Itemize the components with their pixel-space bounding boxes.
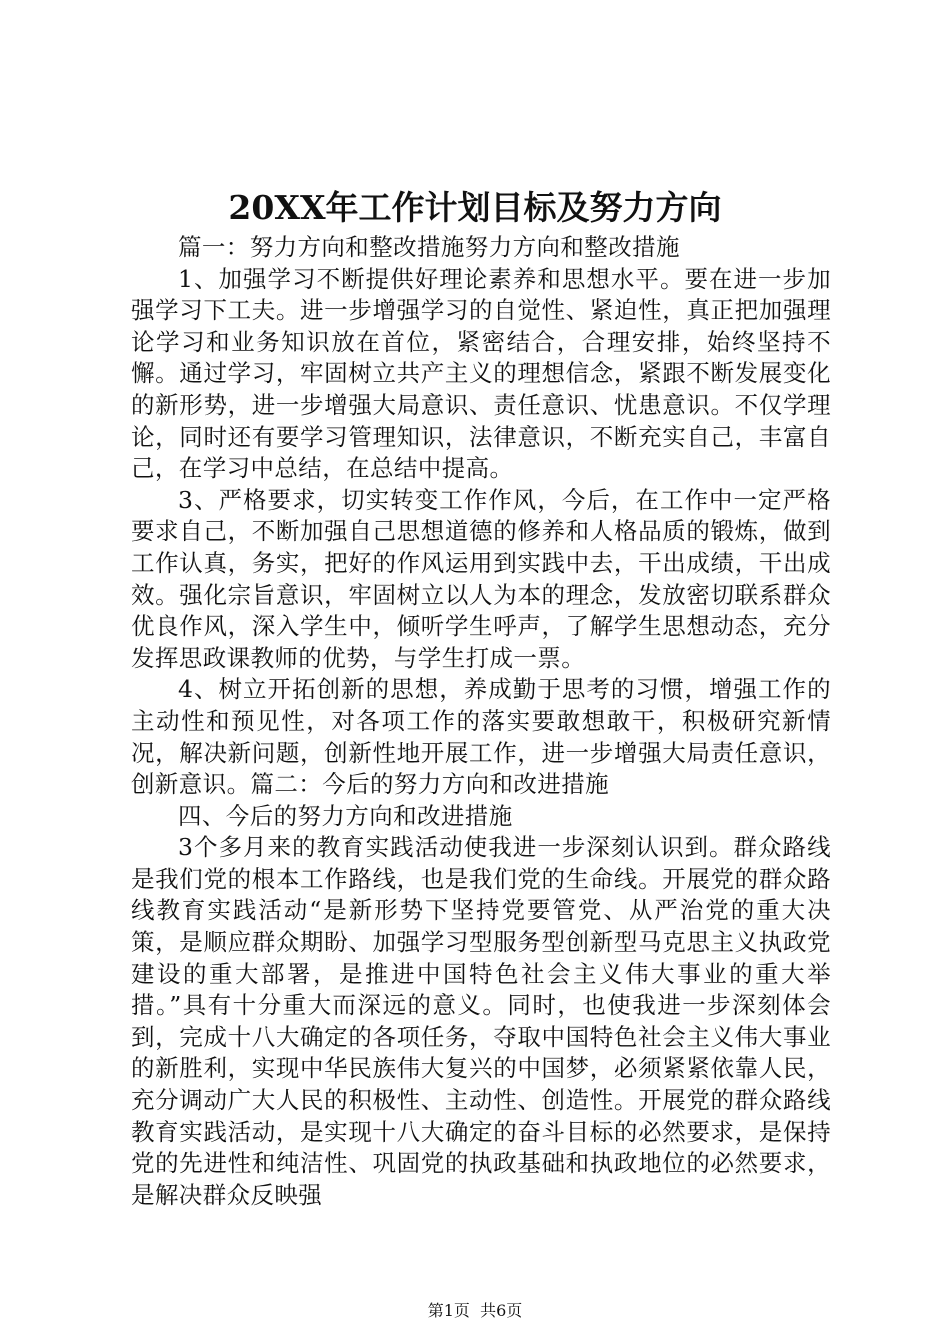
page-number: 第1页 共6页 (427, 1301, 523, 1320)
document-body (131, 232, 831, 1211)
page-footer (0, 1300, 950, 1322)
document-title: 20XX年工作计划目标及努力方向 (228, 188, 722, 227)
paragraph-item-4: 4、树立开拓创新的思想，养成勤于思考的习惯，增强工作的主动性和预见性，对各项工作的落实要敢想敢干，积极研究新情况，解决新问题，创新性地开展工作，进一步增强大局责任意识，创新意识。篇二：今后的努力方向和改进措施 (131, 675, 831, 799)
paragraph-section-heading: 四、今后的努力方向和改进措施 (178, 801, 513, 830)
paragraph-main: 3个多月来的教育实践活动使我进一步深刻认识到。群众路线是我们党的根本工作路线，也是我们党的生命线。开展党的群众路线教育实践活动“是新形势下坚持党要管党、从严治党的重大决策，是顺应群众期盼、加强学习型服务型创新型马克思主义执政党建设的重大部署，是推进中国特色社会主义伟大事业的重大举措。”具有十分重大而深远的意义。同时，也使我进一步深刻体会到，完成十八大确定的各项任务，夺取中国特色社会主义伟大事业的新胜利，实现中华民族伟大复兴的中国梦，必须紧紧依靠人民，充分调动广大人民的积极性、主动性、创造性。开展党的群众路线教育实践活动，是实现十八大确定的奋斗目标的必然要求，是保持党的先进性和纯洁性、巩固党的执政基础和执政地位的必然要求，是解决群众反映强 (131, 833, 831, 1209)
paragraph-intro: 篇一：努力方向和整改措施努力方向和整改措施 (178, 233, 680, 261)
paragraph-item-1: 1、加强学习不断提供好理论素养和思想水平。要在进一步加强学习下工夫。进一步增强学习的自觉性、紧迫性，真正把加强理论学习和业务知识放在首位，紧密结合，合理安排，始终坚持不懈。通过学习，牢固树立共产主义的理想信念，紧跟不断发展变化的新形势，进一步增强大局意识、责任意识、忧患意识。不仅学理论，同时还有要学习管理知识，法律意识，不断充实自己，丰富自己，在学习中总结，在总结中提高。 (131, 264, 831, 483)
paragraph-item-3: 3、严格要求，切实转变工作作风，今后，在工作中一定严格要求自己，不断加强自己思想道德的修养和人格品质的锻炼，做到工作认真，务实，把好的作风运用到实践中去，干出成绩，干出成效。强化宗旨意识，牢固树立以人为本的理念，发放密切联系群众优良作风，深入学生中，倾听学生呼声，了解学生思想动态，充分发挥思政课教师的优势，与学生打成一票。 (131, 485, 831, 672)
